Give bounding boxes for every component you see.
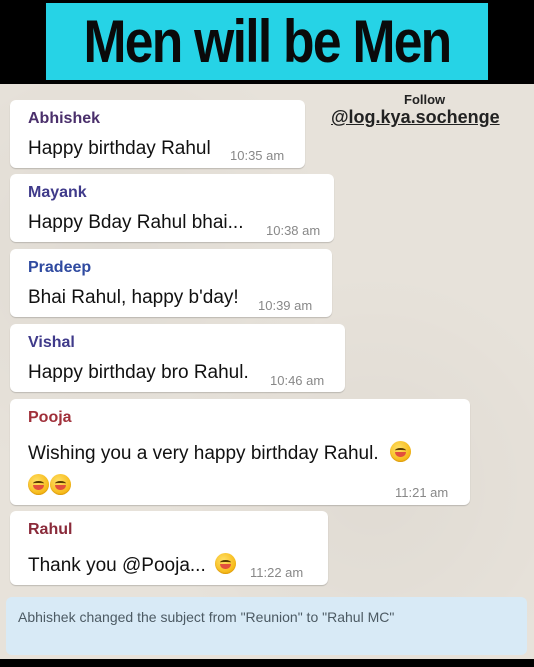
message-bubble[interactable] bbox=[10, 100, 305, 168]
watermark-handle[interactable]: @log.kya.sochenge bbox=[331, 107, 500, 127]
emoji-row bbox=[28, 474, 71, 497]
message-sender: Abhishek bbox=[28, 110, 101, 127]
message-time: 10:35 am bbox=[230, 148, 285, 163]
message-text-content: Thank you @Pooja... bbox=[28, 555, 206, 576]
message-sender: Rahul bbox=[28, 521, 73, 538]
message-text: Bhai Rahul, happy b'day! bbox=[28, 287, 239, 308]
banner bbox=[0, 0, 534, 84]
system-message bbox=[6, 597, 527, 655]
message-bubble[interactable] bbox=[10, 249, 332, 317]
message-bubble[interactable] bbox=[10, 399, 470, 505]
message-time: 10:39 am bbox=[258, 298, 313, 313]
bottom-border bbox=[0, 659, 534, 667]
message-sender: Mayank bbox=[28, 184, 87, 201]
message-bubble[interactable] bbox=[10, 174, 334, 242]
banner-title: Men will be Men bbox=[46, 3, 488, 80]
message-sender: Pradeep bbox=[28, 259, 92, 276]
message-time: 11:22 am bbox=[250, 565, 304, 580]
smiley-emoji-icon bbox=[215, 553, 236, 574]
message-bubble[interactable] bbox=[10, 324, 345, 392]
smiley-emoji-icon bbox=[28, 474, 49, 495]
message-text: Happy Bday Rahul bhai... bbox=[28, 212, 244, 233]
smiley-emoji-icon bbox=[390, 441, 411, 462]
message-sender: Pooja bbox=[28, 409, 72, 426]
message-text: Happy birthday Rahul bbox=[28, 138, 211, 159]
message-time: 10:46 am bbox=[270, 373, 325, 388]
message-time: 10:38 am bbox=[266, 223, 321, 238]
message-sender: Vishal bbox=[28, 334, 75, 351]
follow-label: Follow bbox=[404, 92, 446, 107]
message-text bbox=[28, 553, 236, 577]
smiley-emoji-icon bbox=[50, 474, 71, 495]
message-bubble[interactable] bbox=[10, 511, 328, 585]
system-message-text: Abhishek changed the subject from "Reunion" to "Rahul MC" bbox=[18, 609, 395, 625]
message-text: Happy birthday bro Rahul. bbox=[28, 362, 249, 383]
message-time: 11:21 am bbox=[395, 485, 449, 500]
message-text bbox=[28, 441, 411, 465]
message-text-content: Wishing you a very happy birthday Rahul. bbox=[28, 443, 379, 464]
